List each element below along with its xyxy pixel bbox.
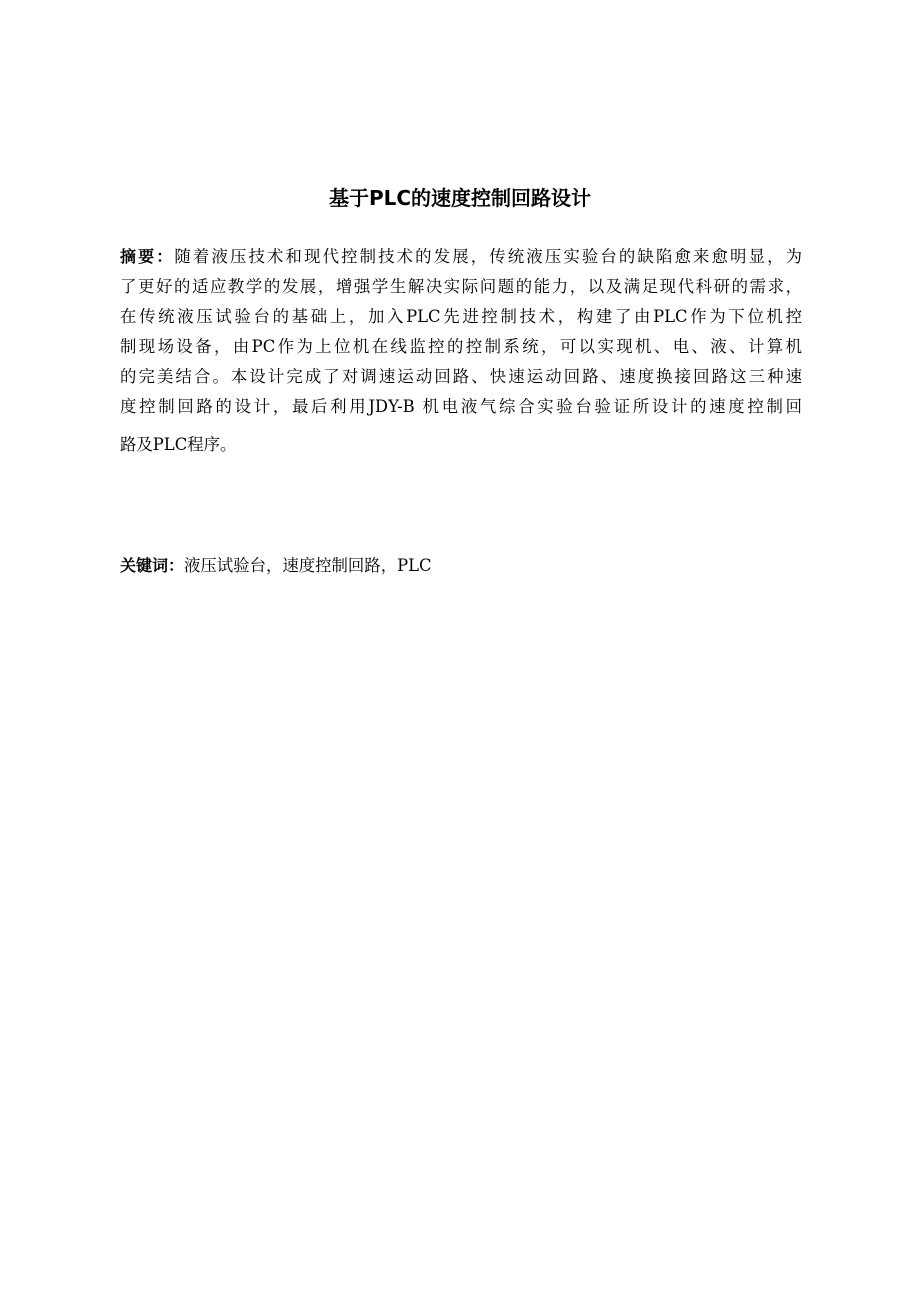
- keywords-section: [120, 553, 432, 579]
- abstract-line: 的完美结合。本设计完成了对调速运动回路、快速运动回路、速度换接回路这三种速: [120, 367, 802, 386]
- abstract-line: 制现场设备，由PC作为上位机在线监控的控制系统，可以实现机、电、液、计算机: [120, 337, 802, 356]
- abstract-section: [120, 242, 802, 460]
- abstract-line-text: 随着液压技术和现代控制技术的发展，传统液压实验台的缺陷愈来愈明显，为: [174, 247, 802, 266]
- abstract-line: 路及PLC程序。: [120, 435, 237, 454]
- keywords-text: 液压试验台，速度控制回路，PLC: [184, 556, 432, 575]
- keywords-label: 关键词：: [120, 556, 185, 575]
- abstract-line: 在传统液压试验台的基础上，加入PLC先进控制技术，构建了由PLC作为下位机控: [120, 307, 802, 326]
- abstract-label: 摘要：: [120, 247, 175, 266]
- abstract-line: 度控制回路的设计，最后利用JDY-B 机电液气综合实验台验证所设计的速度控制回: [120, 397, 802, 416]
- document-title: 基于PLC的速度控制回路设计: [328, 186, 592, 210]
- abstract-line: 了更好的适应教学的发展，增强学生解决实际问题的能力，以及满足现代科研的需求，: [120, 277, 802, 296]
- abstract-line: [120, 242, 802, 272]
